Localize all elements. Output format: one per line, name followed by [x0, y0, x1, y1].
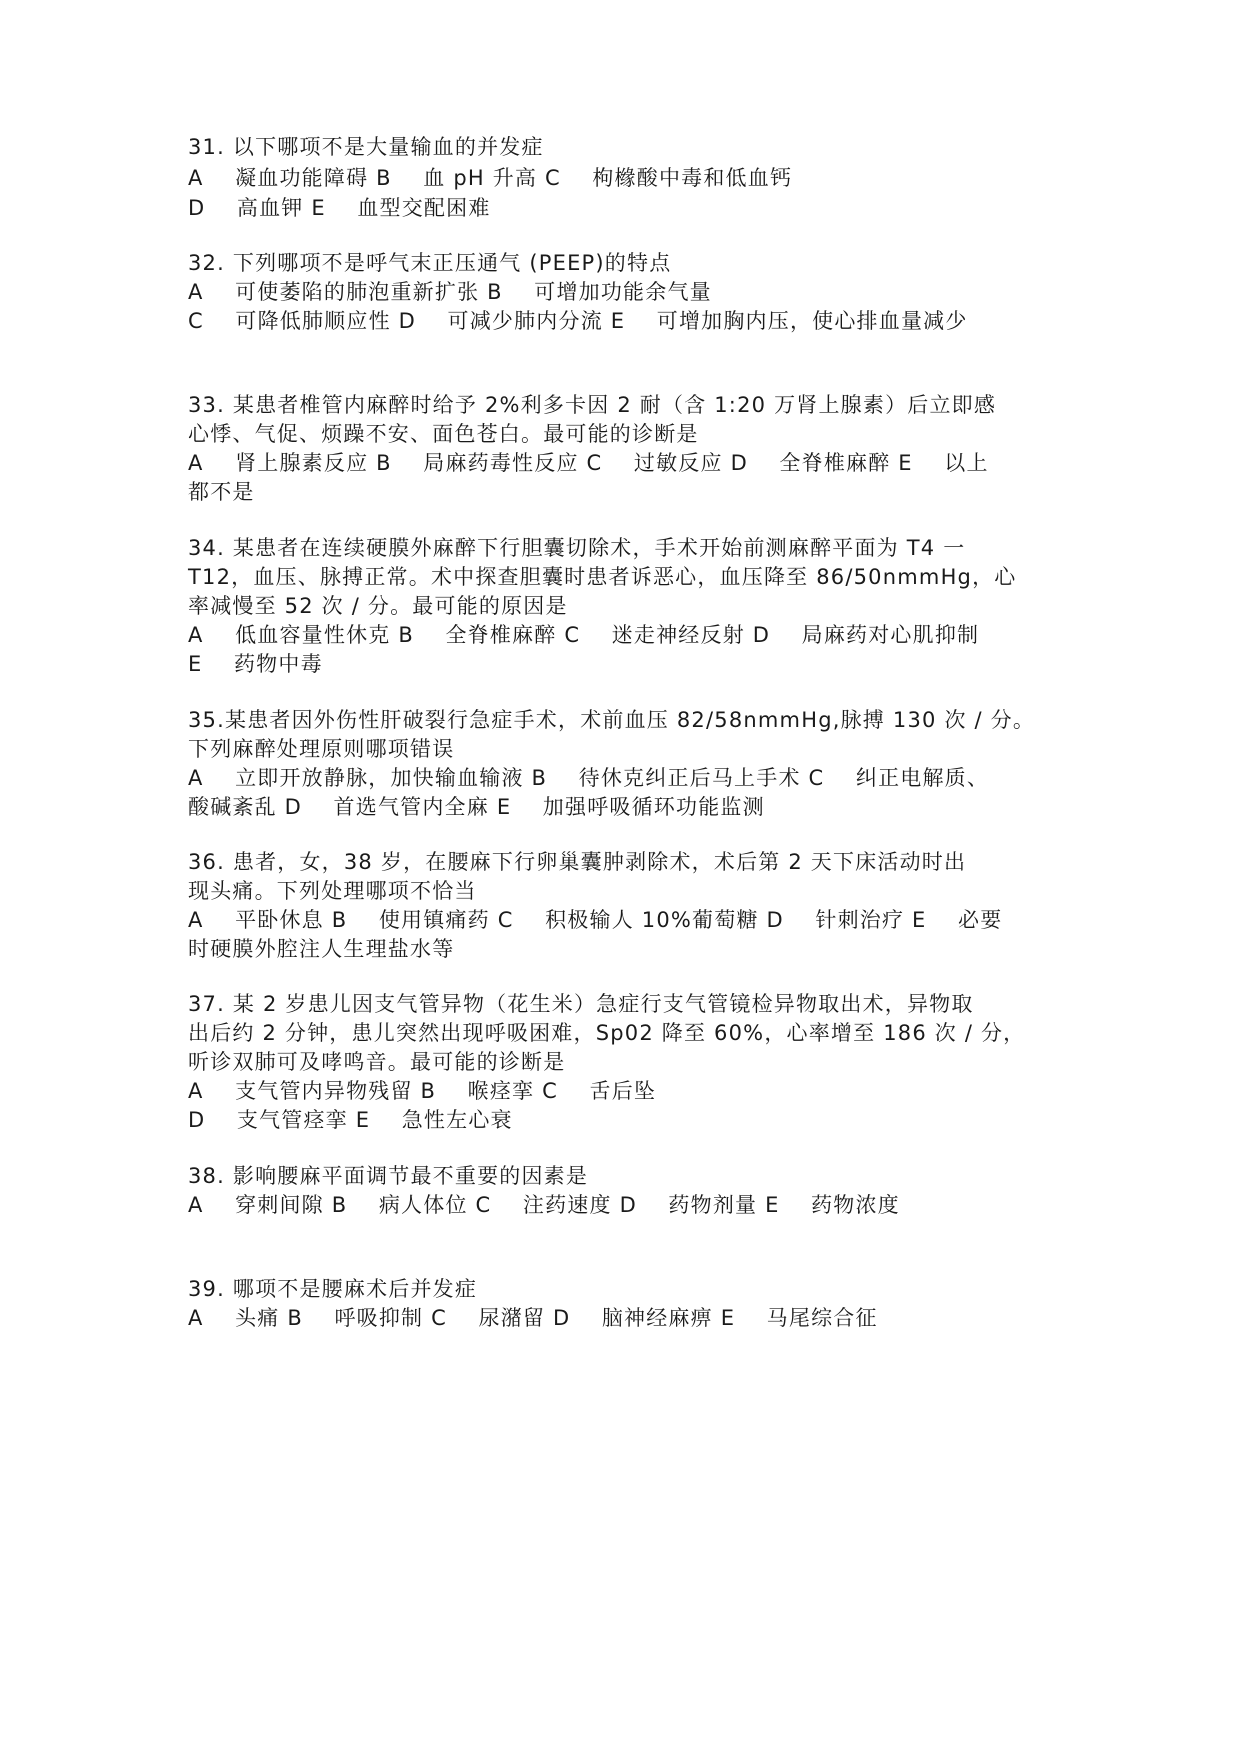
question-37-stem-line-3: 听诊双肺可及哮鸣音。最可能的诊断是 — [188, 1050, 566, 1074]
question-31-options-line-2: D 高血钾 E 血型交配困难 — [188, 196, 491, 220]
question-39-stem: 39. 哪项不是腰麻术后并发症 — [188, 1277, 478, 1301]
question-38-options-line-1: A 穿刺间隙 B 病人体位 C 注药速度 D 药物剂量 E 药物浓度 — [188, 1193, 900, 1217]
question-31-options-line-1: A 凝血功能障碍 B 血 pH 升高 C 枸橼酸中毒和低血钙 — [188, 166, 793, 190]
question-33-options-line-2: 都不是 — [188, 480, 255, 504]
question-32-stem: 32. 下列哪项不是呼气末正压通气 (PEEP)的特点 — [188, 251, 672, 275]
question-35-options-line-1: A 立即开放静脉，加快输血输液 B 待休克纠正后马上手术 C 纠正电解质、 — [188, 766, 990, 790]
question-39-options-line-1: A 头痛 B 呼吸抑制 C 尿潴留 D 脑神经麻痹 E 马尾综合征 — [188, 1306, 878, 1330]
question-38-stem: 38. 影响腰麻平面调节最不重要的因素是 — [188, 1164, 589, 1188]
question-33-stem-line-1: 33. 某患者椎管内麻醉时给予 2%利多卡因 2 耐（含 1:20 万肾上腺素）后立即感 — [188, 393, 997, 417]
question-36-stem-line-1: 36. 患者，女，38 岁，在腰麻下行卵巢囊肿剥除术，术后第 2 天下床活动时出 — [188, 850, 967, 874]
question-32-options-line-1: A 可使萎陷的肺泡重新扩张 B 可增加功能余气量 — [188, 280, 712, 304]
question-36-options-line-1: A 平卧休息 B 使用镇痛药 C 积极输人 10%葡萄糖 D 针刺治疗 E 必要 — [188, 908, 1003, 932]
question-37-stem-line-1: 37. 某 2 岁患儿因支气管异物（花生米）急症行支气管镜检异物取出术，异物取 — [188, 992, 974, 1016]
question-33-stem-line-2: 心悸、气促、烦躁不安、面色苍白。最可能的诊断是 — [188, 422, 699, 446]
question-33-options-line-1: A 肾上腺素反应 B 局麻药毒性反应 C 过敏反应 D 全脊椎麻醉 E 以上 — [188, 451, 989, 475]
question-31-stem: 31. 以下哪项不是大量输血的并发症 — [188, 135, 544, 159]
question-34-options-line-1: A 低血容量性休克 B 全脊椎麻醉 C 迷走神经反射 D 局麻药对心肌抑制 — [188, 623, 980, 647]
question-35-stem-line-2: 下列麻醉处理原则哪项错误 — [188, 737, 455, 761]
question-37-options-line-2: D 支气管痉挛 E 急性左心衰 — [188, 1108, 513, 1132]
question-35-options-line-2: 酸碱紊乱 D 首选气管内全麻 E 加强呼吸循环功能监测 — [188, 795, 765, 819]
question-34-stem-line-1: 34. 某患者在连续硬膜外麻醉下行胆囊切除术，手术开始前测麻醉平面为 T4 一 — [188, 536, 966, 560]
question-35-stem-line-1: 35.某患者因外伤性肝破裂行急症手术，术前血压 82/58nmmHg,脉搏 130 次 / 分。 — [188, 708, 1036, 732]
question-34-options-line-2: E 药物中毒 — [188, 652, 323, 676]
question-36-options-line-2: 时硬膜外腔注人生理盐水等 — [188, 937, 455, 961]
question-37-options-line-1: A 支气管内异物残留 B 喉痉挛 C 舌后坠 — [188, 1079, 657, 1103]
question-34-stem-line-3: 率减慢至 52 次 / 分。最可能的原因是 — [188, 594, 568, 618]
question-37-stem-line-2: 出后约 2 分钟，患儿突然出现呼吸困难，Sp02 降至 60%，心率增至 186 次 / 分， — [188, 1021, 1026, 1045]
question-36-stem-line-2: 现头痛。下列处理哪项不恰当 — [188, 879, 477, 903]
question-34-stem-line-2: T12，血压、脉搏正常。术中探查胆囊时患者诉恶心，血压降至 86/50nmmHg，心 — [188, 565, 1017, 589]
question-32-options-line-2: C 可降低肺顺应性 D 可减少肺内分流 E 可增加胸内压，使心排血量减少 — [188, 309, 968, 333]
